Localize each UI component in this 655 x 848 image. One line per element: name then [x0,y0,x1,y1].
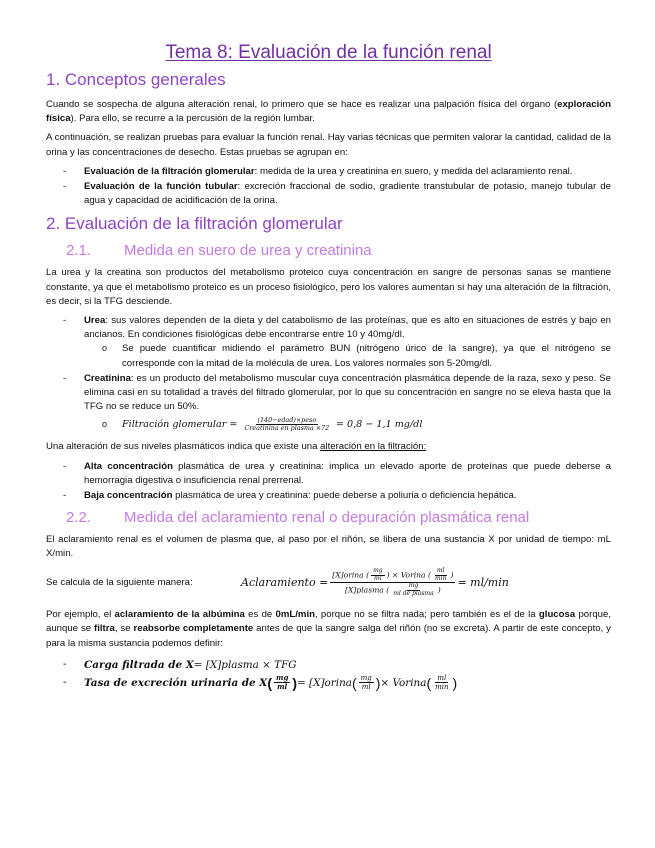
list-item: - Creatinina: es un producto del metabolismo muscular cuya concentración plasmática depende de la raza, sexo y peso. Se elimina casi en su totalidad a través del filtrado glomerular, por lo que su concentración en sangre no se eleva hasta que la TFG no se reduce un 50%. o Filtración glomerular = $\frac{\text{(140−edad)×peso}}{\text{Creatinina en plasma ×72}}$ = 0,8 − 1,1 mg/dl [46,372,611,437]
formula-filtracion-glomerular: o Filtración glomerular = $\frac{\text{(140−edad)×peso}}{\text{Creatinina en plasma ×72}}$ = 0,8 − 1,1 mg/dl [84,414,611,436]
paragraph: Una alteración de sus niveles plasmáticos indica que existe una alteración en la filtración: [46,441,427,453]
list-item: - Baja concentración plasmática de urea y creatinina: puede deberse a poliuria o deficiencia hepática. [46,489,611,503]
formula-tasa-excrecion: - Tasa de excreción urinaria de X ( $\frac{mg}{ml}$ ) = [X]orina ( $\frac{mg}{ml}$ ) × Vorina ( $\frac{ml}{\min}$ ) [46,674,611,692]
sub-list [84,342,611,370]
sub-list-item: o Se puede cuantificar midiendo el parámetro BUN (nitrógeno úrico de la sangre), ya que el nitrógeno se corresponde con la mitad de la molécula de urea. Los valores normales son 5-20mg/dl. [84,342,611,370]
page-title: Tema 8: Evaluación de la función renal [165,42,492,63]
fraction: $\frac{\text{(140−edad)×peso}}{\text{Creatinina en plasma ×72}}$ [244,416,330,433]
paragraph: Cuando se sospecha de alguna alteración renal, lo primero que se hace es realizar una palpación física del órgano (exploración física). Para ello, se recurre a la percusión de la región lumbar. [46,99,611,125]
bullet-list [46,460,611,504]
formula-aclaramiento: Se calcula de la siguiente manera: Aclaramiento = [X]orina ( $\frac{mg}{ml}$ ) × Vorina ( $\frac{ml}{\min}$ ) [X]plasma ( $\frac{mg}{\text{ml de plasma}}$ ) = ml/min [46,566,509,598]
list-item: - Evaluación de la función tubular: excreción fraccional de sodio, gradiente transtubular de potasio, manejo tubular de agua y capacidad de acidificación de la orina. [46,180,611,208]
section-heading-conceptos: 1. Conceptos generales [46,70,226,89]
fraction: [X]orina ( $\frac{mg}{ml}$ ) × Vorina ( $\frac{ml}{\min}$ ) [X]plasma ( $\frac{mg}{\text{ml de plasma}}$ ) [332,566,454,598]
formula-carga-filtrada: - Carga filtrada de X = [X]plasma × TFG [46,656,611,674]
paragraph: A continuación, se realizan pruebas para evaluar la función renal. Hay varias técnicas que permiten valorar la cantidad, calidad de la orina y las concentraciones de desecho. Estas pruebas se agrupan en: [46,132,611,158]
document-page [46,42,611,692]
paragraph: Por ejemplo, el aclaramiento de la albúmina es de 0mL/min, porque no se filtra nada; pero también es el de la glucosa porque, aunque se filtra, se reabsorbe completamente antes de que la sangre salga del riñón (no se excreta). A partir de este concepto, y para la misma sustancia podemos definir: [46,609,612,649]
paragraph: El aclaramiento renal es el volumen de plasma que, al paso por el riñón, se libera de una sustancia X por unidad de tiempo: mL X/min. [46,534,611,560]
bullet-list [46,314,611,436]
list-item: - Evaluación de la filtración glomerular: medida de la urea y creatinina en suero, y medida del aclaramiento renal. [46,165,611,179]
list-item: - Urea: sus valores dependen de la dieta y del catabolismo de las proteínas, que es alto en situaciones de estrés y bajo en ancianos. En condiciones fisiológicas debe encontrarse entre 10 y 40mg/dl. o Se puede cuantificar midiendo el parámetro BUN (nitrógeno úrico de la sangre), ya que el nitrógeno se corresponde con la mitad de la molécula de urea. Los valores normales son 5-20mg/dl. [46,314,611,371]
subsection-heading-aclaramiento: 2.2. Medida del aclaramiento renal o depuración plasmática renal [66,509,530,527]
subsection-heading-urea: 2.1. Medida en suero de urea y creatinina [66,242,372,260]
sub-list [84,414,611,436]
bullet-list [46,165,611,209]
list-item: - Alta concentración plasmática de urea y creatinina: implica un elevado aporte de proteínas que puede deberse a hemorragia digestiva o insuficiencia renal prerrenal. [46,460,611,488]
section-heading-filtracion: 2. Evaluación de la filtración glomerular [46,214,343,234]
paragraph: La urea y la creatina son productos del metabolismo proteico cuya concentración en sangre de personas sanas se mantiene constante, ya que el metabolismo proteico es un proceso fisiológico, pero los valores aumentan si hay una alteración de la filtración, es decir, si la TFG desciende. [46,267,611,307]
